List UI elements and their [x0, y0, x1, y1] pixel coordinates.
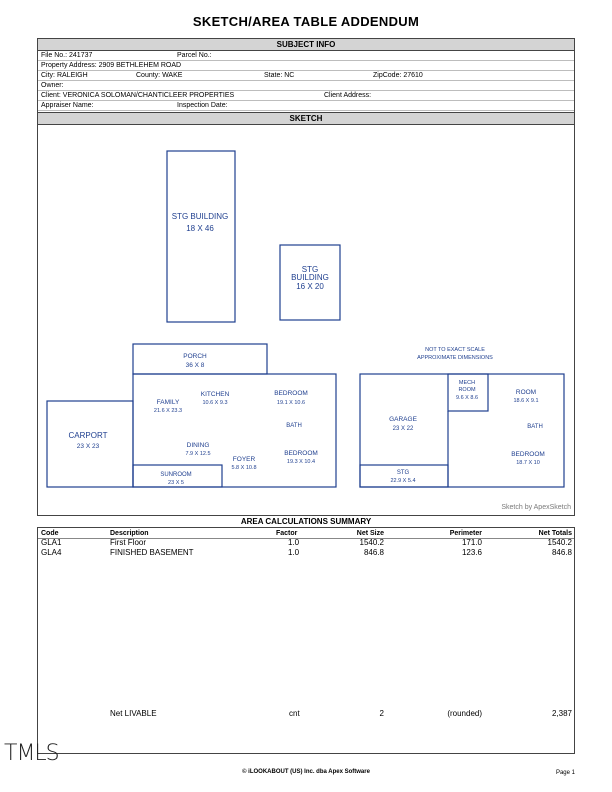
city-value: RALEIGH — [56, 72, 88, 79]
porch-label: PORCH — [183, 353, 207, 360]
mech-label-2: ROOM — [458, 387, 476, 393]
table-row — [38, 538, 574, 548]
owner-label: Owner: — [41, 82, 64, 89]
sketch-header: SKETCH — [37, 112, 575, 125]
dining-label: DINING — [186, 442, 210, 449]
bath1-label: BATH — [286, 423, 302, 429]
table-row — [38, 548, 574, 558]
net-livable-row — [38, 709, 574, 719]
foyer-dim: 5.8 X 10.8 — [231, 465, 257, 471]
col-net-size: Net Size — [356, 530, 384, 537]
state-label: State: — [264, 72, 283, 79]
carport-label: CARPORT — [68, 431, 108, 440]
dining-dim: 7.9 X 12.5 — [185, 451, 211, 457]
zip-value: 27610 — [403, 72, 423, 79]
bedroom1-label: BEDROOM — [274, 390, 308, 397]
page-title: SKETCH/AREA TABLE ADDENDUM — [192, 14, 420, 29]
subject-info-header: SUBJECT INFO — [37, 38, 575, 51]
family-dim: 21.6 X 23.3 — [153, 408, 183, 414]
stg1-label: STG BUILDING — [171, 212, 229, 221]
row-net-size: 1540.2 — [359, 538, 384, 547]
property-address-value: 2909 BETHLEHEM ROAD — [98, 62, 182, 69]
row-factor: 1.0 — [288, 538, 300, 547]
stg2-label-1: STG — [301, 265, 319, 274]
file-no-label: File No.: — [41, 52, 68, 59]
parcel-no-label: Parcel No.: — [177, 52, 212, 59]
info-row-owner — [38, 81, 574, 91]
floor-plan-sketch — [38, 127, 574, 515]
info-row-city — [38, 71, 574, 81]
row-net-totals: 846.8 — [551, 548, 572, 557]
mech-dim: 9.6 X 8.6 — [455, 395, 479, 401]
garage-dim: 23 X 22 — [392, 426, 414, 432]
mech-label-1: MECH — [458, 380, 476, 386]
stg-building-1-outline — [167, 151, 235, 322]
garage-label: GARAGE — [389, 416, 417, 423]
bedroom1-dim: 19.1 X 10.6 — [276, 400, 306, 406]
bedroom2-dim: 19.3 X 10.4 — [286, 459, 316, 465]
net-livable-total: 2,387 — [551, 709, 572, 718]
client-label: Client: — [41, 92, 61, 99]
col-net-totals: Net Totals — [538, 530, 572, 537]
col-factor: Factor — [276, 530, 298, 537]
carport-dim: 23 X 23 — [76, 443, 100, 450]
row-perimeter: 123.6 — [461, 548, 482, 557]
file-no-value: 241737 — [69, 52, 93, 59]
col-perimeter: Perimeter — [449, 530, 482, 537]
info-row-client — [38, 91, 574, 101]
mls-logo: TMLS — [4, 741, 59, 766]
row-description: First Floor — [110, 538, 146, 547]
col-description: Description — [110, 530, 149, 537]
net-livable-count: 2 — [379, 709, 384, 718]
net-livable-factor: cnt — [289, 709, 300, 718]
bedroom3-dim: 18.7 X 10 — [516, 460, 540, 466]
sunroom-dim: 23 X 5 — [168, 480, 184, 486]
inspection-date-label: Inspection Date: — [177, 102, 228, 109]
appraiser-label: Appraiser Name: — [41, 102, 94, 109]
bath2-label: BATH — [527, 424, 543, 430]
stg2-label-2: BUILDING — [291, 273, 329, 282]
row-net-totals: 1540.2 — [547, 538, 572, 547]
property-address-label: Property Address: — [41, 62, 97, 69]
row-code: GLA4 — [41, 548, 62, 557]
porch-dim: 36 X 8 — [185, 362, 205, 369]
client-value: VERONICA SOLOMAN/CHANTICLEER PROPERTIES — [62, 92, 235, 99]
kitchen-label: KITCHEN — [200, 391, 230, 398]
col-code: Code — [41, 530, 59, 537]
city-label: City: — [41, 72, 55, 79]
sketch-watermark: Sketch by ApexSketch — [501, 504, 571, 511]
room-dim: 18.6 X 9.1 — [513, 398, 539, 404]
note-line-2: APPROXIMATE DIMENSIONS — [417, 355, 493, 361]
zip-label: ZipCode: — [373, 72, 402, 79]
foyer-label: FOYER — [232, 456, 256, 463]
info-row-appraiser — [38, 101, 574, 111]
county-value: WAKE — [162, 72, 183, 79]
row-factor: 1.0 — [288, 548, 300, 557]
row-net-size: 846.8 — [363, 548, 384, 557]
net-livable-rounded: (rounded) — [447, 709, 482, 718]
client-address-label: Client Address: — [324, 92, 372, 99]
family-label: FAMILY — [156, 399, 180, 406]
stg2-dim: 16 X 20 — [296, 282, 324, 291]
note-line-1: NOT TO EXACT SCALE — [425, 347, 485, 353]
row-description: FINISHED BASEMENT — [110, 548, 194, 557]
bedroom3-label: BEDROOM — [511, 451, 545, 458]
kitchen-dim: 10.6 X 9.3 — [202, 400, 228, 406]
area-summary-header: AREA CALCULATIONS SUMMARY — [37, 515, 575, 528]
stg3-label: STG — [396, 470, 410, 476]
info-row-file — [38, 51, 574, 61]
stg1-dim: 18 X 46 — [186, 224, 214, 233]
row-code: GLA1 — [41, 538, 62, 547]
sunroom-label: SUNROOM — [160, 472, 192, 478]
net-livable-label: Net LIVABLE — [110, 709, 157, 718]
footer-copyright: © iLOOKABOUT (US) Inc. dba Apex Software — [242, 769, 370, 775]
stg3-dim: 22.9 X 5.4 — [390, 478, 416, 484]
bedroom2-label: BEDROOM — [284, 450, 318, 457]
info-row-address — [38, 61, 574, 71]
room-label: ROOM — [515, 389, 537, 396]
county-label: County: — [136, 72, 161, 79]
row-perimeter: 171.0 — [461, 538, 482, 547]
page-number: Page 1 — [555, 770, 575, 776]
state-value: NC — [284, 72, 295, 79]
